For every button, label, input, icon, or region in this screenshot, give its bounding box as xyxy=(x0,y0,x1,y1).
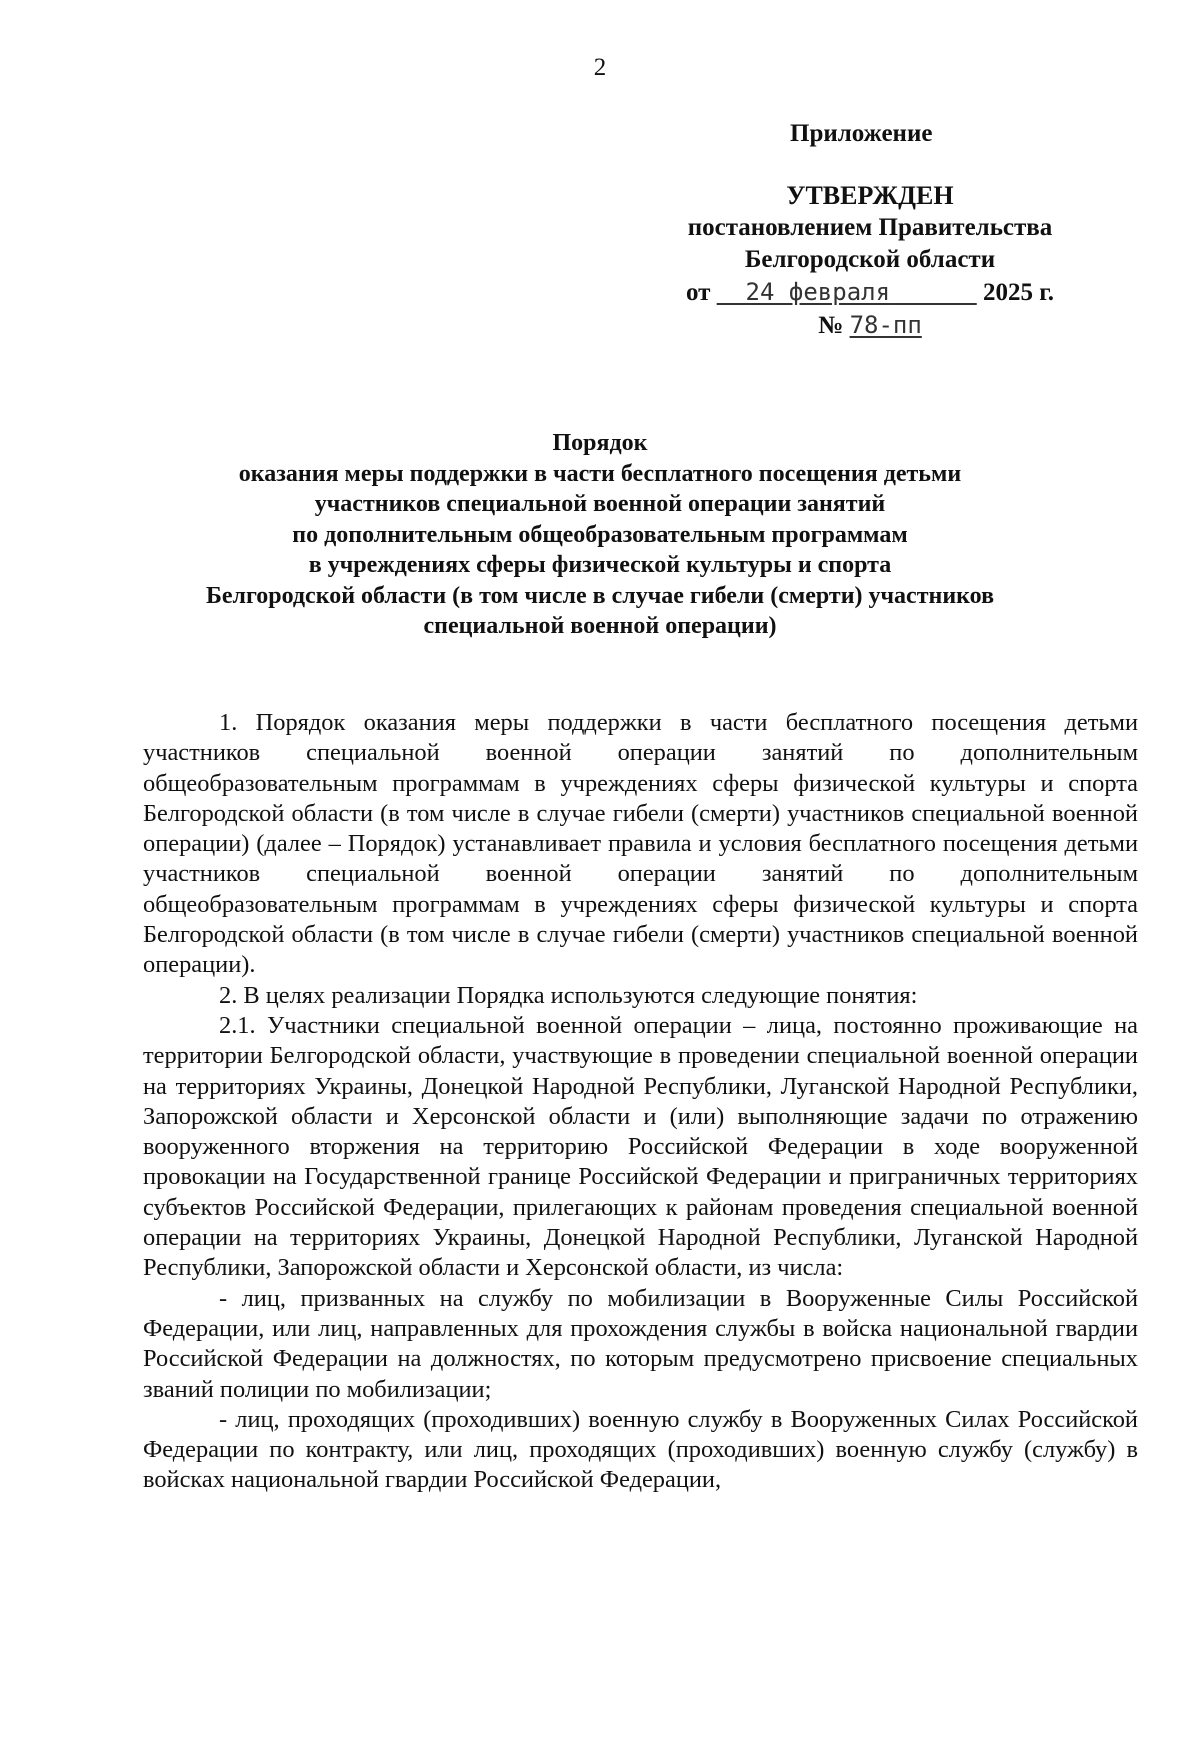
paragraph: 2.1. Участники специальной военной операции – лица, постоянно проживающие на территории Белгородской области, участвующие в проведении специальной военной операции на территориях Украины, Донецкой Народной Республики, Луганской Народной Республики, Запорожской области и Херсонской области и (или) выполняющие задачи по отражению вооруженного вторжения на территорию Российской Федерации в ходе вооруженной провокации на Государственной границе Российской Федерации и приграничных территориях субъектов Российской Федерации, прилегающих к районам проведения специальной военной операции на территориях Украины, Донецкой Народной Республики, Луганской Народной Республики, Запорожской области и Херсонской области, из числа: xyxy=(143,1011,1138,1282)
date-value-text: 24 февраля xyxy=(745,278,891,306)
title-line: специальной военной операции) xyxy=(423,613,777,639)
approval-line-2: Белгородской области xyxy=(744,246,996,273)
paragraph: 2. В целях реализации Порядка используются следующие понятия: xyxy=(219,981,918,1009)
title-line: оказания меры поддержки в части бесплатного посещения детьми xyxy=(238,460,962,487)
date-value xyxy=(717,278,977,306)
title-line: в учреждениях сферы физической культуры и спорта xyxy=(308,552,892,578)
approval-number-line xyxy=(660,309,1080,342)
paragraph: - лиц, призванных на службу по мобилизации в Вооруженные Силы Российской Федерации, или лиц, направленных для прохождения службы в войска национальной гвардии Российской Федерации на должностях, по которым предусмотрено присвоение специальных званий полиции по мобилизации; xyxy=(143,1284,1138,1403)
paragraph: 1. Порядок оказания меры поддержки в части бесплатного посещения детьми участников специальной военной операции занятий по дополнительным общеобразовательным программам в учреждениях сферы физической культуры и спорта Белгородской области (в том числе в случае гибели (смерти) участников специальной военной операции) (далее – Порядок) устанавливает правила и условия бесплатного посещения детьми участников специальной военной операции занятий по дополнительным общеобразовательным программам в учреждениях сферы физической культуры и спорта Белгородской области (в том числе в случае гибели (смерти) участников специальной военной операции). xyxy=(143,709,1138,979)
title-line: по дополнительным общеобразовательным программам xyxy=(292,521,908,548)
paragraph: - лиц, проходящих (проходивших) военную службу в Вооруженных Силах Российской Федерации по контракту, или лиц, проходящих (проходивших) военную службу (службу) в войсках национальной гвардии Российской Федерации, xyxy=(143,1405,1138,1494)
date-suffix: 2025 г. xyxy=(983,279,1055,306)
number-value: 78-пп xyxy=(849,311,922,339)
title-line: участников специальной военной операции занятий xyxy=(314,491,886,517)
title-heading: Порядок xyxy=(552,430,648,456)
appendix-label: Приложение xyxy=(790,120,933,147)
document-body xyxy=(143,708,1138,1496)
document-title xyxy=(150,428,1050,642)
page-number: 2 xyxy=(593,54,607,81)
approval-stamp: УТВЕРЖДЕН xyxy=(786,181,954,210)
approval-line-1: постановлением Правительства xyxy=(687,214,1053,241)
number-prefix: № xyxy=(818,312,844,339)
approval-date-line xyxy=(660,276,1080,309)
date-prefix: от xyxy=(685,279,711,306)
approval-block xyxy=(660,180,1080,342)
title-line: Белгородской области (в том числе в случае гибели (смерти) участников xyxy=(205,582,995,609)
